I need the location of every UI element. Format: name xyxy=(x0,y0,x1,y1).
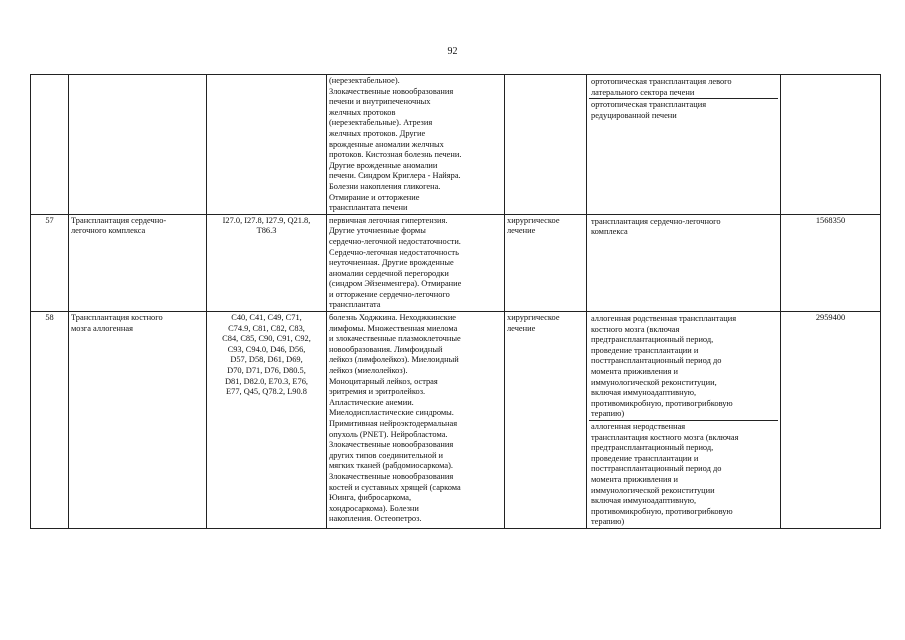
patient-model-line: мягких тканей (рабдомиосаркома). xyxy=(329,461,453,471)
treatment-methods xyxy=(587,312,781,529)
icd-codes xyxy=(207,214,327,311)
patient-model-line: печени. Синдром Криглера - Найяра. xyxy=(329,171,461,181)
patient-model-line: Отмирание и отторжение xyxy=(329,192,420,202)
treatment-method-line: ортотопическая трансплантация xyxy=(591,100,707,110)
row-number: 58 xyxy=(31,312,69,529)
icd-codes xyxy=(207,312,327,529)
treatment-method-line: проведение трансплантации и xyxy=(591,453,699,463)
icd-codes-line: D81, D82.0, E70.3, E76, xyxy=(224,376,309,386)
table-row xyxy=(31,214,881,311)
patient-model-line: болезнь Ходжкина. Неходжкинские xyxy=(329,313,457,323)
standard-price: 2959400 xyxy=(781,312,881,529)
patient-model xyxy=(327,75,505,215)
patient-model-line: желчных протоков xyxy=(329,107,396,117)
care-type-name-line: Трансплантация сердечно- xyxy=(71,215,167,225)
patient-model-line: и злокачественные плазмоклеточные xyxy=(329,334,461,344)
treatment-method-line: момента приживления и xyxy=(591,367,678,377)
treatment-method xyxy=(589,98,778,121)
treatment-type-line: хирургическое xyxy=(507,215,560,225)
treatment-method-line: костного мозга (включая xyxy=(591,324,680,334)
icd-codes-line: D57, D58, D61, D69, xyxy=(230,355,303,365)
treatment-methods xyxy=(587,214,781,311)
patient-model-line: врожденные аномалии желчных xyxy=(329,139,444,149)
care-type-name-line: легочного комплекса xyxy=(71,226,146,236)
treatment-type xyxy=(505,312,587,529)
patient-model-line: Сердечно-легочная недостаточность xyxy=(329,247,459,257)
treatment-method-line: иммунологической реконституции xyxy=(591,485,715,495)
patient-model-line: протоков. Кистозная болезнь печени. xyxy=(329,150,462,160)
patient-model-line: хондросаркома). Болезни xyxy=(329,503,419,513)
treatment-method xyxy=(589,216,778,238)
patient-model-line: Апластические анемии. xyxy=(329,397,414,407)
table-row xyxy=(31,312,881,529)
treatment-method-line: иммунологической реконституции, xyxy=(591,377,717,387)
treatment-method-line: включая иммуноадаптивную, xyxy=(591,388,697,398)
patient-model-line: сердечно-легочной недостаточности. xyxy=(329,236,461,246)
patient-model-line: (нерезектабельное). xyxy=(329,76,400,85)
treatment-type xyxy=(505,75,587,215)
treatment-method-line: предтрансплантационный период, xyxy=(591,335,714,345)
treatment-type xyxy=(505,214,587,311)
icd-codes-line: I27.0, I27.8, I27.9, Q21.8, xyxy=(222,215,311,225)
patient-model-line: желчных протоков. Другие xyxy=(329,128,426,138)
patient-model-line: Юинга, фибросаркома, xyxy=(329,493,412,503)
care-type-name xyxy=(69,75,207,215)
care-type-name-line: Трансплантация костного xyxy=(71,313,163,323)
treatment-type-line: лечение xyxy=(507,323,536,333)
patient-model-line: Другие уточненные формы xyxy=(329,226,426,236)
patient-model-line: Болезни накопления гликогена. xyxy=(329,181,441,191)
treatment-method-line: трансплантация сердечно-легочного xyxy=(591,216,721,226)
icd-codes-line: T86.3 xyxy=(256,226,277,236)
icd-codes-line: C74.9, C81, C82, C83, xyxy=(228,323,305,333)
treatment-method-line: противомикробную, противогрибковую xyxy=(591,398,733,408)
icd-codes-line: C93, C94.0, D46, D56, xyxy=(227,344,306,354)
treatment-method xyxy=(589,420,778,528)
icd-codes-line: D70, D71, D76, D80.5, xyxy=(227,366,306,376)
treatment-method-line: трансплантация костного мозга (включая xyxy=(591,432,739,442)
icd-codes xyxy=(207,75,327,215)
patient-model-line: костей и суставных хрящей (саркома xyxy=(329,482,461,492)
care-type-name-line: мозга аллогенная xyxy=(71,323,133,333)
patient-model-line: Злокачественные новообразования xyxy=(329,86,454,96)
standard-price xyxy=(781,75,881,215)
treatment-method xyxy=(589,76,778,98)
table-row xyxy=(31,75,881,215)
treatment-method-line: латерального сектора печени xyxy=(591,87,695,97)
treatment-method-line: комплекса xyxy=(591,227,628,237)
patient-model-line: Другие врожденные аномалии xyxy=(329,160,438,170)
patient-model-line: накопления. Остеопетроз. xyxy=(329,514,422,524)
patient-model-line: (синдром Эйзенменгера). Отмирание xyxy=(329,279,462,289)
row-number xyxy=(31,75,69,215)
treatment-method-line: аллогенная неродственная xyxy=(591,422,686,431)
patient-model-line: Злокачественные новообразования xyxy=(329,471,454,481)
care-type-name xyxy=(69,312,207,529)
patient-model-line: трансплантата печени xyxy=(329,203,408,213)
patient-model-line: (нерезектабельные). Атрезия xyxy=(329,118,433,128)
treatment-method-line: терапию) xyxy=(591,409,625,419)
treatment-method-line: включая иммуноадаптивную, xyxy=(591,496,697,506)
treatment-method xyxy=(589,313,778,420)
treatment-method-line: аллогенная родственная трансплантация xyxy=(591,314,737,324)
treatment-type-line: лечение xyxy=(507,226,536,236)
patient-model-line: неуточненная. Другие врожденные xyxy=(329,258,454,268)
care-type-name xyxy=(69,214,207,311)
patient-model-line: Примитивная нейроэктодермальная xyxy=(329,419,458,428)
icd-codes-line: C84, C85, C90, C91, C92, xyxy=(222,334,311,344)
patient-model-line: Моноцитарный лейкоз, острая xyxy=(329,376,438,386)
patient-model-line: и отторжение сердечно-легочного xyxy=(329,289,450,299)
treatment-method-line: терапию) xyxy=(591,517,625,527)
patient-model-line: лейкоз (лимфолейкоз). Миелоидный xyxy=(329,355,459,365)
page-number: 92 xyxy=(447,46,458,57)
patient-model-line: первичная легочная гипертензия. xyxy=(329,215,448,225)
patient-model-line: печени и внутрипеченочных xyxy=(329,97,431,107)
patient-model-line: лейкоз (миелолейкоз). xyxy=(329,366,408,376)
row-number: 57 xyxy=(31,214,69,311)
treatment-method-line: посттрансплантационный период до xyxy=(591,356,722,366)
treatment-method-line: ортотопическая трансплантация левого xyxy=(591,77,732,86)
patient-model xyxy=(327,312,505,529)
patient-model-line: эритремия и эритролейкоз. xyxy=(329,387,426,397)
patient-model-line: новообразования. Лимфоидный xyxy=(329,344,443,354)
patient-model-line: других типов соединительной и xyxy=(329,450,444,460)
icd-codes-line: C40, C41, C49, C71, xyxy=(231,313,302,323)
services-table xyxy=(30,74,881,529)
patient-model-line: аномалии сердечной перегородки xyxy=(329,268,449,278)
treatment-type-line: хирургическое xyxy=(507,313,560,323)
treatment-method-line: редуцированной печени xyxy=(591,110,677,120)
treatment-method-line: момента приживления и xyxy=(591,474,678,484)
treatment-method-line: проведение трансплантации и xyxy=(591,345,699,355)
standard-price: 1568350 xyxy=(781,214,881,311)
patient-model-line: лимфомы. Множественная миелома xyxy=(329,323,458,333)
icd-codes-line: E77, Q45, Q78.2, L90.8 xyxy=(226,387,307,397)
treatment-method-line: предтрансплантационный период, xyxy=(591,443,714,453)
patient-model-line: Миелодиспластические синдромы. xyxy=(329,408,454,418)
treatment-method-line: противомикробную, противогрибковую xyxy=(591,506,733,516)
patient-model-line: Злокачественные новообразования xyxy=(329,440,454,450)
patient-model-line: трансплантата xyxy=(329,300,381,310)
patient-model xyxy=(327,214,505,311)
patient-model-line: опухоль (PNET). Нейробластома. xyxy=(329,429,448,439)
treatment-method-line: посттрансплантационный период до xyxy=(591,464,722,474)
treatment-methods xyxy=(587,75,781,215)
